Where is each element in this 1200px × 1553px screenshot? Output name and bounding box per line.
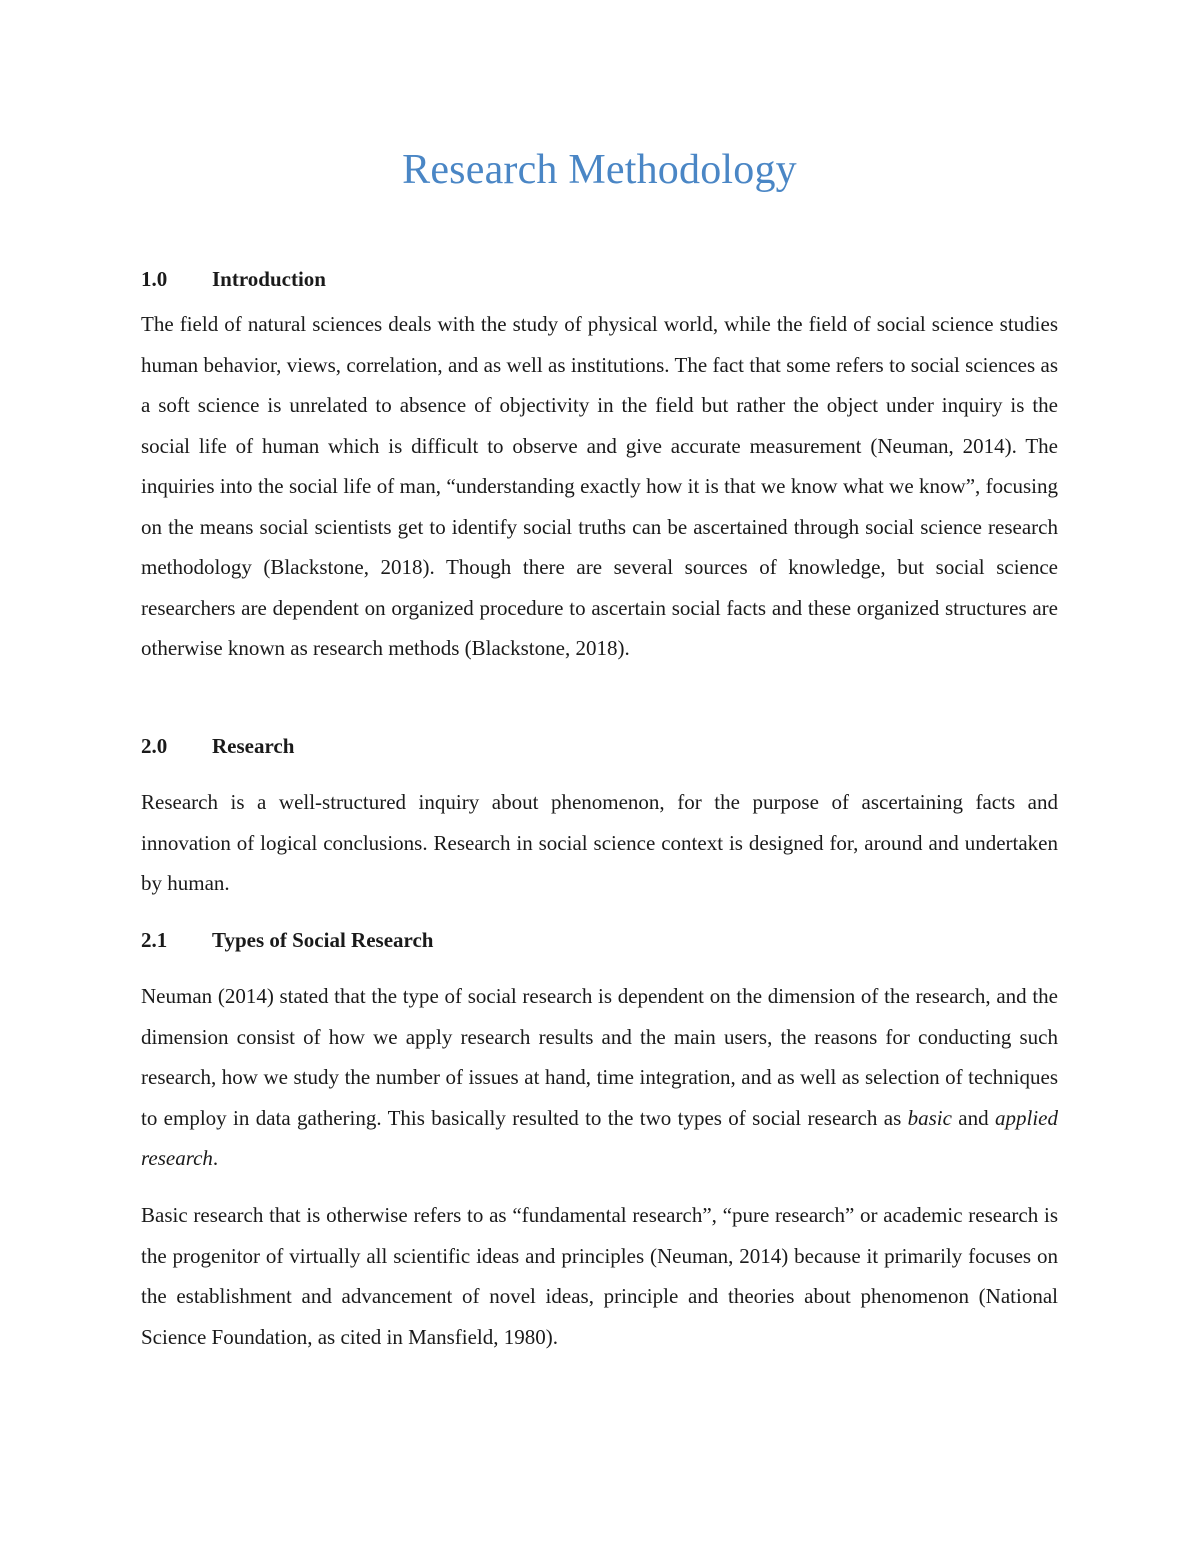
types-paragraph-text: Neuman (2014) stated that the type of social research is dependent on the dimension of the research, and the dimension consist of how we apply research results and the main users, the reasons for conducting such research, how we study the number of issues at hand, time integration, and as well as selection of techniques to employ in data gathering. This basically resulted to the two types of social research as	[141, 984, 1058, 1130]
section-number: 2.0	[141, 734, 168, 758]
section-heading-types-of-social-research	[141, 925, 433, 955]
section-title: Research	[212, 734, 295, 758]
types-paragraph-connector: and	[951, 1105, 995, 1130]
section-number: 1.0	[141, 267, 168, 291]
section-number: 2.1	[141, 928, 168, 952]
section-heading-introduction	[141, 264, 326, 294]
italic-term-applied-research: applied research	[141, 1105, 1058, 1170]
research-paragraph: Research is a well-structured inquiry about phenomenon, for the purpose of ascertaining facts and innovation of logical conclusions. Research in social science context is designed for, around and undertaken by human.	[141, 790, 1058, 895]
section-title: Introduction	[212, 267, 326, 291]
section-heading-research	[141, 731, 294, 761]
introduction-paragraph: The field of natural sciences deals with the study of physical world, while the field of social science studies human behavior, views, correlation, and as well as institutions. The fact that some refers to social sciences as a soft science is unrelated to absence of objectivity in the field but rather the object under inquiry is the social life of human which is difficult to observe and give accurate measurement (Neuman, 2014). The inquiries into the social life of man, “understanding exactly how it is that we know what we know”, focusing on the means social scientists get to identify social truths can be ascertained through social science research methodology (Blackstone, 2018). Though there are several sources of knowledge, but social science researchers are dependent on organized procedure to ascertain social facts and these organized structures are otherwise known as research methods (Blackstone, 2018).	[141, 312, 1058, 660]
page-title: Research Methodology	[402, 147, 797, 193]
types-paragraph-end: .	[212, 1146, 219, 1170]
section-title: Types of Social Research	[212, 928, 434, 952]
types-paragraph	[141, 976, 1058, 1179]
basic-research-paragraph: Basic research that is otherwise refers to as “fundamental research”, “pure research” or academic research is the progenitor of virtually all scientific ideas and principles (Neuman, 2014) because it primarily focuses on the establishment and advancement of novel ideas, principle and theories about phenomenon (National Science Foundation, as cited in Mansfield, 1980).	[141, 1203, 1058, 1349]
italic-term-basic: basic	[907, 1105, 952, 1130]
